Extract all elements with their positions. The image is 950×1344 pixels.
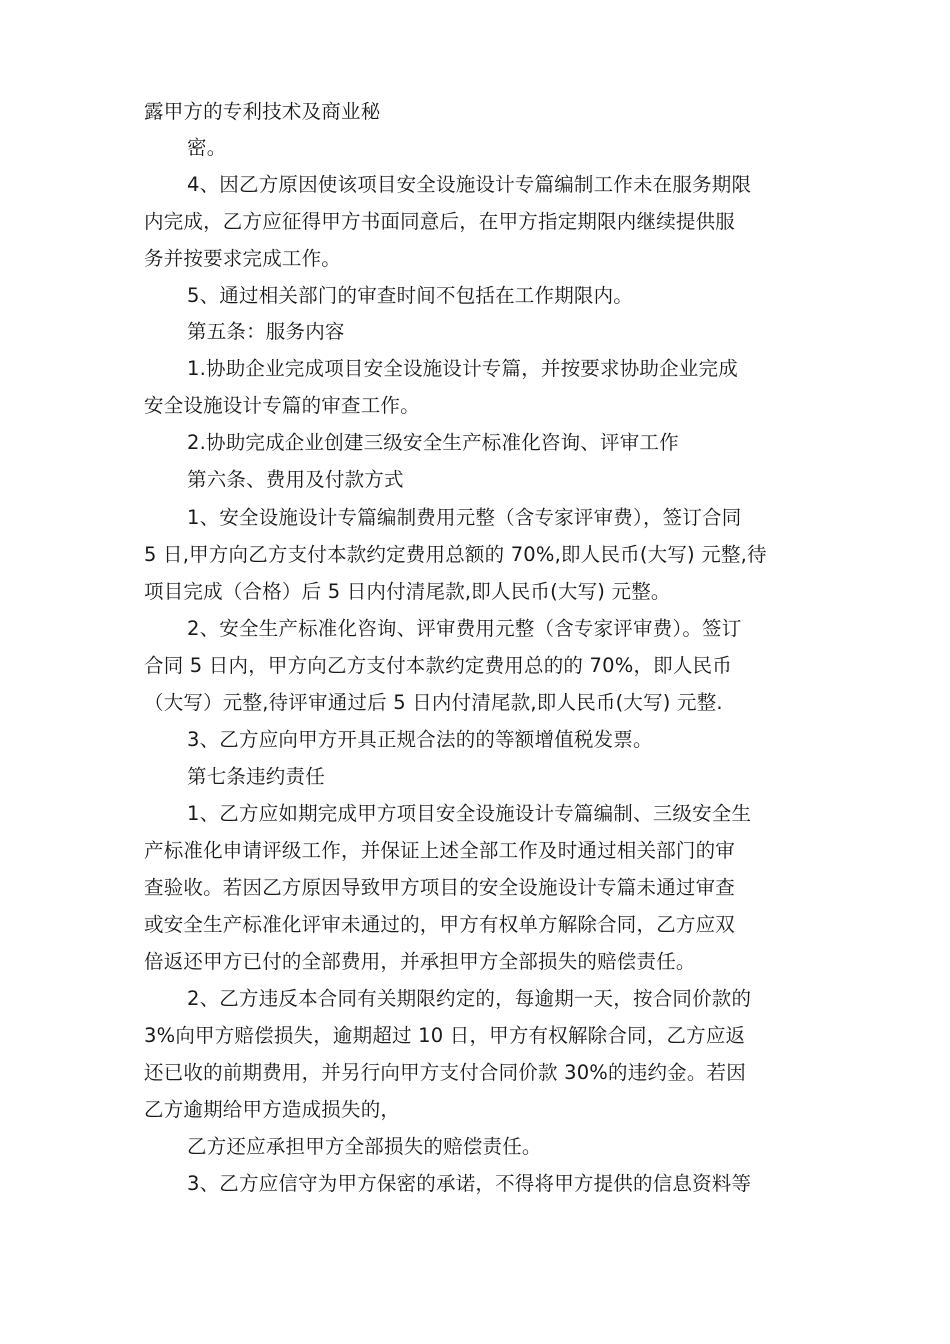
text-line-12: 1、安全设施设计专篇编制费用元整（含专家评审费），签订合同 [187,506,742,529]
text-line-13: 5 日,甲方向乙方支付本款约定费用总额的 70%,即人民币(大写) 元整,待 [144,543,767,566]
text-line-10: 2.协助完成企业创建三级安全生产标准化咨询、评审工作 [187,431,679,454]
text-line-27: 还已收的前期费用，并另行向甲方支付合同价款 30%的违约金。若因 [144,1061,746,1084]
text-line-14: 项目完成（合格）后 5 日内付清尾款,即人民币(大写) 元整。 [144,580,671,603]
text-line-20: 1、乙方应如期完成甲方项目安全设施设计专篇编制、三级安全生 [187,802,752,825]
text-line-8: 1.协助企业完成项目安全设施设计专篇，并按要求协助企业完成 [187,357,738,380]
text-line-1: 露甲方的专利技术及商业秘 [144,100,381,123]
text-line-3: 4、因乙方原因使该项目安全设施设计专篇编制工作未在服务期限 [187,173,752,196]
text-line-23: 或安全生产标准化评审未通过的，甲方有权单方解除合同，乙方应双 [144,913,736,936]
text-line-17: （大写）元整,待评审通过后 5 日内付清尾款,即人民币(大写) 元整. [144,691,723,714]
section-heading-5: 第五条：服务内容 [187,320,345,343]
section-heading-7: 第七条违约责任 [187,765,325,788]
text-line-16: 合同 5 日内，甲方向乙方支付本款约定费用总的的 70%，即人民币 [144,654,732,677]
text-line-15: 2、安全生产标准化咨询、评审费用元整（含专家评审费）。签订 [187,617,742,640]
text-line-30: 3、乙方应信守为甲方保密的承诺，不得将甲方提供的信息资料等 [187,1172,752,1195]
text-line-28: 乙方逾期给甲方造成损失的， [144,1098,401,1121]
text-line-4: 内完成，乙方应征得甲方书面同意后，在甲方指定期限内继续提供服 [144,210,736,233]
text-line-9: 安全设施设计专篇的审查工作。 [144,394,420,417]
text-line-26: 3%向甲方赔偿损失，逾期超过 10 日，甲方有权解除合同，乙方应返 [144,1024,746,1047]
text-line-24: 倍返还甲方已付的全部费用，并承担甲方全部损失的赔偿责任。 [144,950,696,973]
text-line-6: 5、通过相关部门的审查时间不包括在工作期限内。 [187,284,634,307]
text-line-25: 2、乙方违反本合同有关期限约定的，每逾期一天，按合同价款的 [187,987,752,1010]
text-line-2: 密。 [187,136,227,159]
text-line-21: 产标准化申请评级工作，并保证上述全部工作及时通过相关部门的审 [144,839,736,862]
section-heading-6: 第六条、费用及付款方式 [187,468,404,491]
text-line-18: 3、乙方应向甲方开具正规合法的的等额增值税发票。 [187,728,653,751]
text-line-29: 乙方还应承担甲方全部损失的赔偿责任。 [187,1135,542,1158]
text-line-5: 务并按要求完成工作。 [144,247,342,270]
text-line-22: 查验收。若因乙方原因导致甲方项目的安全设施设计专篇未通过审查 [144,876,736,899]
